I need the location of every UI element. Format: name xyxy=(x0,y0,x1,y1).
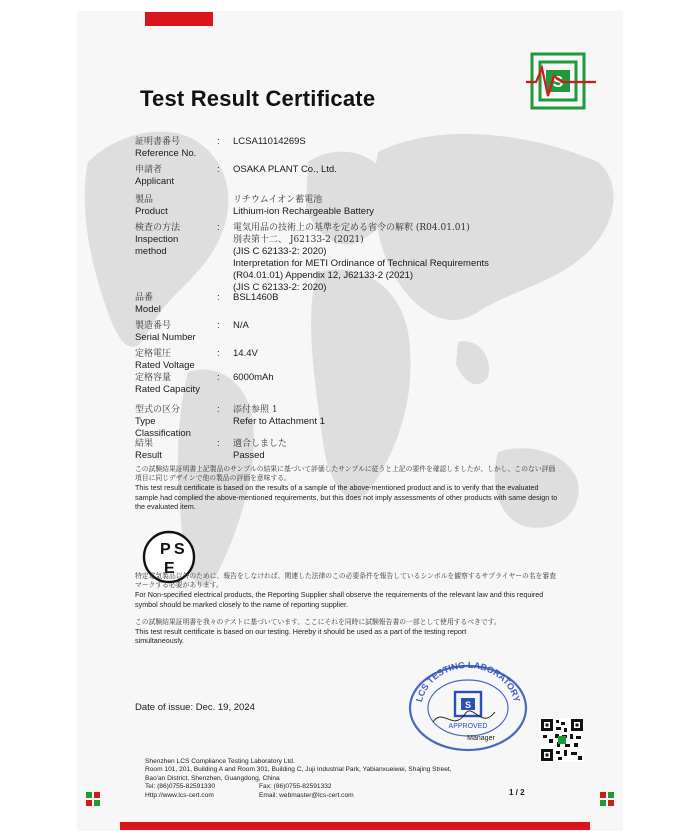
svg-text:APPROVED: APPROVED xyxy=(448,723,488,730)
qr-code-icon xyxy=(540,718,584,762)
top-red-bar xyxy=(145,12,213,26)
lcs-laboratory-stamp xyxy=(403,652,533,752)
result-value: Passed xyxy=(233,450,265,461)
model-value: BSL1460B xyxy=(233,292,279,303)
certificate-page: Test Result Certificate S 証明書番号 Reference No. : LCSA11014269S 申請者 Applicant : OSAKA PLANT Co., Ltd. 製品 Product リチウムイオン蓄電池 Lithium-ion Rechargeable Battery 検査の方法 Inspection method : 電気用品の技術上の基準を定める省令の解釈 (R04.01.01) 別表第十二、 J62133-2 (2021) (JIS C 62133-2: 2020) Interpretation for METI Ordinance of Technical Requirements (R04.01.01) Appendix 12, J62133-2 (2021) (JIS C 62133-2: 2020) 品番 Model : BSL1460B 製造番号 Serial Number : N/A 定格電圧 Rated Voltage : 14.4V 定格容量 Rated Capacity : 6000mAh 型式の区分 Type Classification : 添付参照 1 Refer to Attachment 1 結果 Result : 適合しました Passed この試験結果証明書上記製品のサンプルの結果に基づいて評価したサンプルに従うと上記の要件を確認しましたが、しかし、このない評価項目に同じデザインで他の製品の評価を意味する。 This test result certificate is based on the results of a sample of the above-mentioned product and is to verify that the evaluated sample had complied the above-mentioned requirements, but this does not imply assessments of other products with same design to the evaluated item. P S E 特定電気製品以外のために、報告をしなければ、関連した法律のこの必要条件を報告しているシンボルを観察するサプライヤーの名を審査マークする必要があります。 For Non-specified electrical products, the Reporting Supplier shall observe the requirements of the relevant law and this required symbol should be marked closely to the name of reporting supplier. この試験結果証明書を我々のテストに基づいています。ここにそれを同時に試験報告書の一部として使用するべきです。 This test result certificate is based on our testing. Hereby it should be used as a part of the testing report simultaneously. Date of issue: Dec. 19, 2024 LCS TESTING LABORATORY S APPROVED Manager Shenzhen LCS Compliance Testing Laboratory Ltd. Room 101, 201, Building A and Room 301, Building C, Juji Industrial Park, Yabianxueiwei, Shajing Street, Bao'an District, Shenzhen, Guangdong, China Tel: (86)0755-82591330 Fax: (86)0755-82591332 Http://www.lcs-cert.com Email: webmaster@lcs-cert.com 1 / 2 xyxy=(78,12,622,830)
page-number: 1 / 2 xyxy=(509,788,525,797)
statement-testing-basis: この試験結果証明書を我々のテストに基づいています。ここにそれを同時に試験報告書の一部として使用するべきです。 This test result certificate is based on our testing. Hereby it should be used as a part of the testing report simultaneously. xyxy=(135,618,501,646)
reference-no-value: LCSA11014269S xyxy=(233,136,306,147)
applicant-value: OSAKA PLANT Co., Ltd. xyxy=(233,164,337,175)
website-link[interactable]: Http://www.lcs-cert.com xyxy=(145,791,214,799)
svg-text:S: S xyxy=(174,541,185,558)
svg-text:S: S xyxy=(552,74,564,91)
svg-text:S: S xyxy=(464,700,472,710)
statement-non-specified: 特定電気製品以外のために、報告をしなければ、関連した法律のこの必要条件を報告しているシンボルを観察するサプライヤーの名を審査マークする必要があります。 For Non-specified electrical products, the Reporting Supplier shall observe the requirements of the relevant law and this required symbol should be marked closely to the name of reporting supplier. xyxy=(135,572,557,609)
svg-text:LCS TESTING LABORATORY: LCS TESTING LABORATORY xyxy=(413,659,523,704)
footer-address: Shenzhen LCS Compliance Testing Laboratory Ltd. Room 101, 201, Building A and Room 301, Building C, Juji Industrial Park, Yabianxueiwei, Shajing Street, Bao'an District, Shenzhen, Guangdong, China Tel: (86)0755-82591330 Fax: (86)0755-82591332 Http://www.lcs-cert.com Email: webmaster@lcs-cert.com xyxy=(145,758,452,799)
statement-sample-basis: この試験結果証明書上記製品のサンプルの結果に基づいて評価したサンプルに従うと上記の要件を確認しましたが、しかし、このない評価項目に同じデザインで他の製品の評価を意味する。 This test result certificate is based on the results of a sample of the above-mentioned product and is to verify that the evaluated sample had complied the above-mentioned requirements, but this does not imply assessments of other products with same design to the evaluated item. xyxy=(135,465,558,511)
svg-text:E: E xyxy=(164,560,175,577)
bottom-red-bar xyxy=(120,822,590,830)
svg-text:P: P xyxy=(160,541,171,558)
lcs-logo-icon xyxy=(526,52,596,112)
issue-date: Date of issue: Dec. 19, 2024 xyxy=(135,702,255,713)
email-link[interactable]: Email: webmaster@lcs-cert.com xyxy=(259,791,354,799)
certificate-title: Test Result Certificate xyxy=(140,86,376,111)
svg-text:Manager: Manager xyxy=(467,735,495,742)
